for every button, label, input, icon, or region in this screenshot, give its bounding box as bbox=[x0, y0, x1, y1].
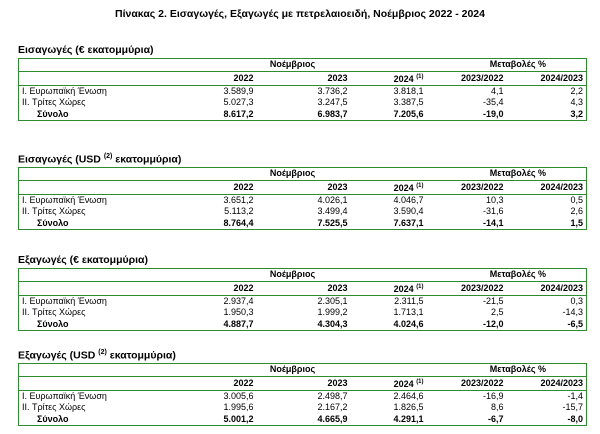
header-row bbox=[19, 168, 587, 181]
header-year-2024-label: 2024 bbox=[393, 182, 417, 193]
cell-2024: 7.637,1 bbox=[351, 218, 427, 230]
cell-change-2024-2023: -15,7 bbox=[507, 402, 587, 414]
cell-2023: 7.525,5 bbox=[257, 218, 351, 230]
table-row bbox=[19, 295, 587, 307]
section-title-text: Εισαγωγές (USD bbox=[18, 153, 104, 166]
header-year-2023: 2023 bbox=[257, 281, 351, 295]
cell-2024: 3.590,4 bbox=[393, 206, 424, 217]
cell-change-2024-2023: -8,0 bbox=[507, 414, 587, 426]
cell-change-2024-2023: 0,5 bbox=[507, 194, 587, 206]
row-label: II. Τρίτες Χώρες bbox=[19, 97, 159, 109]
cell-change-2023-2022: -6,7 bbox=[427, 414, 507, 426]
section-title-text: Εξαγωγές (USD bbox=[18, 349, 99, 362]
cell-2024: 4.046,7 bbox=[393, 194, 424, 205]
header-blank bbox=[19, 364, 159, 377]
cell-2023: 2.305,1 bbox=[317, 295, 348, 306]
cell-change-2024-2023: 2,6 bbox=[507, 206, 587, 218]
cell-2023: 4.026,1 bbox=[317, 194, 348, 205]
cell-2022: 4.887,7 bbox=[159, 319, 257, 331]
header-row bbox=[19, 180, 587, 194]
data-table bbox=[18, 58, 587, 121]
header-row bbox=[19, 281, 587, 295]
footnote-marker: (1) bbox=[416, 182, 424, 189]
row-label: II. Τρίτες Χώρες bbox=[19, 206, 159, 218]
header-change: Μεταβολές % bbox=[427, 269, 587, 282]
header-month: Νοέμβριος bbox=[159, 269, 427, 282]
table-row bbox=[19, 85, 587, 97]
section-title bbox=[18, 349, 176, 362]
row-label: I. Ευρωπαϊκή Ένωση bbox=[19, 295, 159, 307]
cell-2024: 1.713,1 bbox=[393, 307, 424, 318]
header-year-2022: 2022 bbox=[159, 180, 257, 194]
cell-2023: 6.983,7 bbox=[257, 109, 351, 121]
cell-2022: 5.027,3 bbox=[223, 97, 254, 108]
section-title bbox=[18, 153, 181, 166]
header-year-2022: 2022 bbox=[159, 376, 257, 390]
header-blank bbox=[19, 168, 159, 181]
data-table bbox=[18, 167, 587, 230]
cell-change-2024-2023: 3,2 bbox=[507, 109, 587, 121]
header-month: Νοέμβριος bbox=[159, 168, 427, 181]
header-year-2024 bbox=[351, 376, 427, 390]
header-change-2024-2023: 2024/2023 bbox=[507, 376, 587, 390]
header-blank bbox=[19, 269, 159, 282]
cell-2024: 7.205,6 bbox=[351, 109, 427, 121]
header-year-2024-label: 2024 bbox=[393, 283, 417, 294]
cell-2023: 3.247,5 bbox=[317, 97, 348, 108]
section-title: Εισαγωγές (€ εκατομμύρια) bbox=[18, 44, 154, 56]
cell-change-2023-2022: -16,9 bbox=[483, 390, 504, 401]
header-year-2022: 2022 bbox=[159, 71, 257, 85]
header-blank bbox=[19, 281, 159, 295]
cell-change-2024-2023: 1,5 bbox=[507, 218, 587, 230]
total-row bbox=[19, 414, 587, 426]
row-label: Σύνολο bbox=[19, 109, 159, 121]
footnote-marker: (1) bbox=[416, 73, 424, 80]
cell-2023: 4.665,9 bbox=[257, 414, 351, 426]
cell-change-2024-2023: -6,5 bbox=[507, 319, 587, 331]
header-change-2024-2023: 2024/2023 bbox=[507, 180, 587, 194]
cell-change-2023-2022: -12,0 bbox=[427, 319, 507, 331]
cell-change-2023-2022: 8,6 bbox=[491, 402, 504, 413]
header-change-2023-2022: 2023/2022 bbox=[427, 376, 507, 390]
table-row bbox=[19, 194, 587, 206]
row-label: II. Τρίτες Χώρες bbox=[19, 307, 159, 319]
row-label: Σύνολο bbox=[19, 218, 159, 230]
cell-2024: 3.387,5 bbox=[393, 97, 424, 108]
cell-2023: 3.736,2 bbox=[317, 85, 348, 96]
header-row bbox=[19, 71, 587, 85]
header-year-2024 bbox=[351, 180, 427, 194]
cell-2024: 4.024,6 bbox=[351, 319, 427, 331]
cell-2022: 3.005,6 bbox=[223, 390, 254, 401]
header-blank bbox=[19, 180, 159, 194]
row-label: I. Ευρωπαϊκή Ένωση bbox=[19, 390, 159, 402]
row-label: Σύνολο bbox=[19, 319, 159, 331]
header-change-2023-2022: 2023/2022 bbox=[427, 281, 507, 295]
table-row bbox=[19, 97, 587, 109]
header-row bbox=[19, 376, 587, 390]
row-label: II. Τρίτες Χώρες bbox=[19, 402, 159, 414]
total-row bbox=[19, 319, 587, 331]
table-row bbox=[19, 390, 587, 402]
header-year-2024-label: 2024 bbox=[393, 378, 417, 389]
header-blank bbox=[19, 59, 159, 72]
header-year-2023: 2023 bbox=[257, 180, 351, 194]
section-title-text: εκατομμύρια) bbox=[106, 349, 176, 362]
header-change-2023-2022: 2023/2022 bbox=[427, 180, 507, 194]
cell-2022: 1.995,6 bbox=[223, 402, 254, 413]
table-row bbox=[19, 206, 587, 218]
footnote-marker: (1) bbox=[416, 378, 424, 385]
header-year-2024 bbox=[351, 71, 427, 85]
footnote-marker: (2) bbox=[103, 153, 113, 160]
cell-change-2024-2023: 2,2 bbox=[507, 85, 587, 97]
cell-change-2023-2022: 10,3 bbox=[486, 194, 504, 205]
cell-2024: 2.464,6 bbox=[393, 390, 424, 401]
cell-change-2023-2022: 2,5 bbox=[491, 307, 504, 318]
cell-2024: 2.311,5 bbox=[394, 295, 424, 306]
page-title: Πίνακας 2. Εισαγωγές, Εξαγωγές με πετρελαιοειδή, Νοέμβριος 2022 - 2024 bbox=[115, 8, 485, 20]
header-year-2023: 2023 bbox=[257, 376, 351, 390]
header-change-2024-2023: 2024/2023 bbox=[507, 71, 587, 85]
data-table bbox=[18, 363, 587, 426]
cell-change-2023-2022: -19,0 bbox=[427, 109, 507, 121]
cell-change-2024-2023: -1,4 bbox=[507, 390, 587, 402]
header-blank bbox=[19, 71, 159, 85]
table-row bbox=[19, 307, 587, 319]
cell-change-2023-2022: -21,5 bbox=[483, 295, 504, 306]
section-title: Εξαγωγές (€ εκατομμύρια) bbox=[18, 254, 148, 266]
row-label: Σύνολο bbox=[19, 414, 159, 426]
cell-change-2024-2023: -14,3 bbox=[507, 307, 587, 319]
header-year-2024-label: 2024 bbox=[393, 73, 417, 84]
cell-2022: 5.001,2 bbox=[159, 414, 257, 426]
header-row bbox=[19, 269, 587, 282]
cell-2022: 8.617,2 bbox=[159, 109, 257, 121]
header-year-2023: 2023 bbox=[257, 71, 351, 85]
cell-2022: 8.764,4 bbox=[159, 218, 257, 230]
cell-2023: 3.499,4 bbox=[317, 206, 348, 217]
cell-2022: 3.651,2 bbox=[223, 194, 254, 205]
footnote-marker: (1) bbox=[416, 283, 424, 290]
header-change: Μεταβολές % bbox=[427, 168, 587, 181]
header-row bbox=[19, 364, 587, 377]
cell-2022: 5.113,2 bbox=[224, 206, 254, 217]
cell-change-2023-2022: -35,4 bbox=[483, 97, 504, 108]
row-label: I. Ευρωπαϊκή Ένωση bbox=[19, 85, 159, 97]
header-change-2023-2022: 2023/2022 bbox=[427, 71, 507, 85]
cell-2023: 1.999,2 bbox=[317, 307, 348, 318]
footnote-marker: (2) bbox=[98, 349, 107, 356]
cell-change-2024-2023: 4,3 bbox=[507, 97, 587, 109]
header-change: Μεταβολές % bbox=[427, 59, 587, 72]
total-row bbox=[19, 109, 587, 121]
header-blank bbox=[19, 376, 159, 390]
row-label: I. Ευρωπαϊκή Ένωση bbox=[19, 194, 159, 206]
data-table bbox=[18, 268, 587, 331]
cell-2022: 3.589,9 bbox=[223, 85, 254, 96]
total-row bbox=[19, 218, 587, 230]
cell-2024: 4.291,1 bbox=[351, 414, 427, 426]
cell-change-2024-2023: 0,3 bbox=[507, 295, 587, 307]
cell-2023: 2.498,7 bbox=[317, 390, 348, 401]
cell-2023: 2.167,2 bbox=[317, 402, 348, 413]
cell-change-2023-2022: -14,1 bbox=[427, 218, 507, 230]
cell-2023: 4.304,3 bbox=[257, 319, 351, 331]
cell-2022: 2.937,4 bbox=[223, 295, 254, 306]
section-title-text: εκατομμύρια) bbox=[112, 153, 182, 166]
cell-2024: 1.826,5 bbox=[393, 402, 424, 413]
header-row bbox=[19, 59, 587, 72]
cell-2022: 1.950,3 bbox=[223, 307, 254, 318]
cell-change-2023-2022: -31,6 bbox=[483, 206, 504, 217]
header-month: Νοέμβριος bbox=[159, 59, 427, 72]
header-change: Μεταβολές % bbox=[427, 364, 587, 377]
header-year-2024 bbox=[351, 281, 427, 295]
table-row bbox=[19, 402, 587, 414]
header-month: Νοέμβριος bbox=[159, 364, 427, 377]
cell-change-2023-2022: 4,1 bbox=[491, 85, 504, 96]
header-year-2022: 2022 bbox=[159, 281, 257, 295]
header-change-2024-2023: 2024/2023 bbox=[507, 281, 587, 295]
cell-2024: 3.818,1 bbox=[393, 85, 424, 96]
